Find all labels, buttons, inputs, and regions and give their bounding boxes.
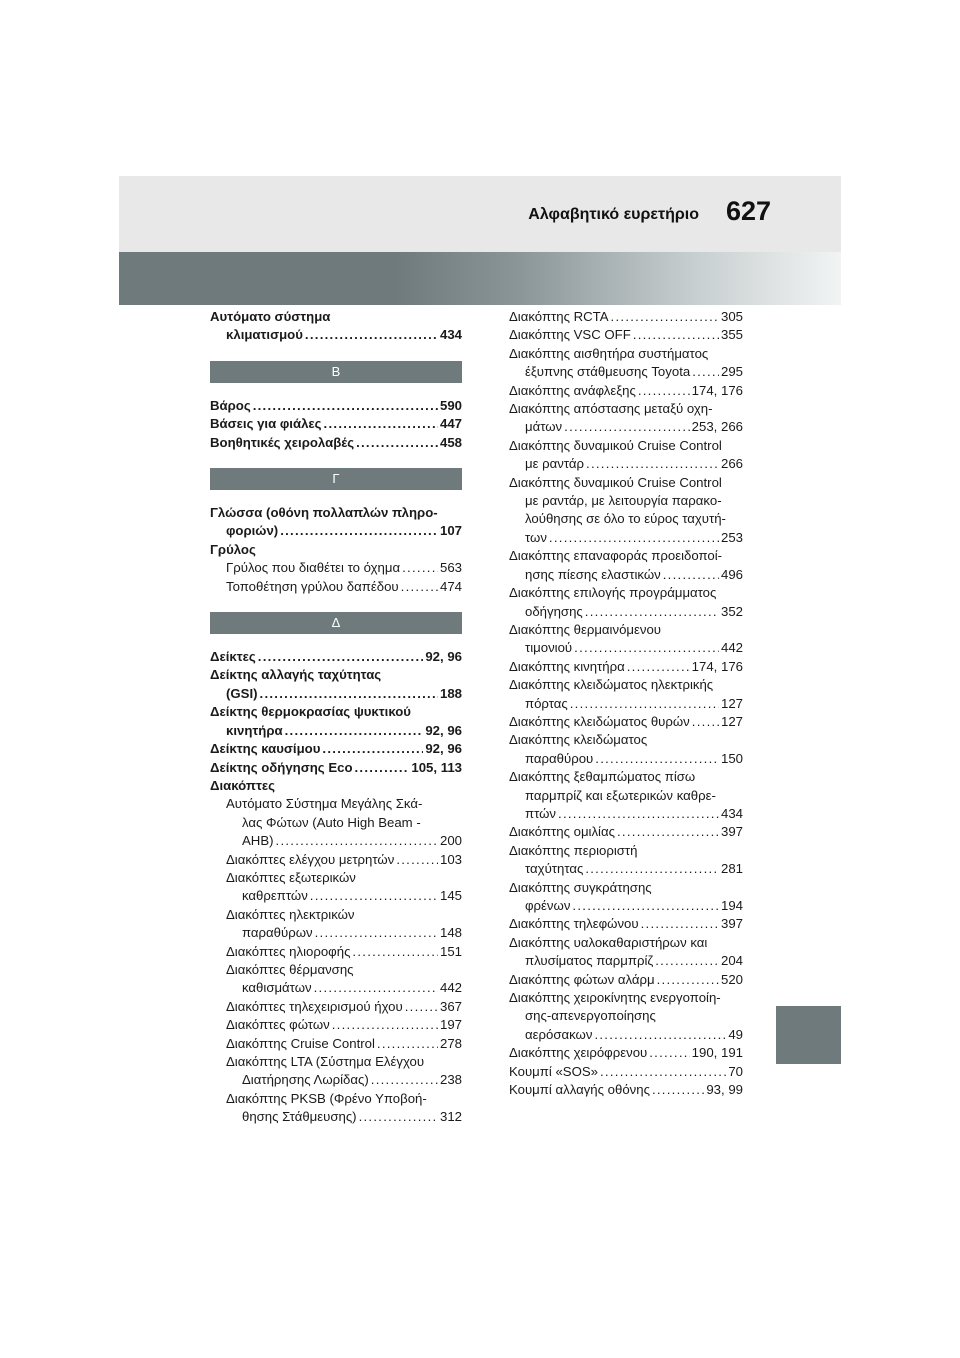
- index-entry: Δείκτης οδήγησης Eco . . . 105, 113: [210, 759, 462, 777]
- index-entry: Κουμπί «SOS» . . . 70: [509, 1063, 743, 1081]
- index-entry: αερόσακων . . . 49: [509, 1026, 743, 1044]
- index-entry: Διακόπτης αισθητήρα συστήματος: [509, 345, 709, 361]
- index-entry: Διακόπτης επιλογής προγράμματος: [509, 585, 717, 601]
- index-entry: με ραντάρ, με λειτουργία παρακο-: [525, 493, 722, 509]
- index-entry: Διακόπτης φώτων αλάρμ . . . 520: [509, 971, 743, 989]
- index-entry: ταχύτητας . . . 281: [509, 860, 743, 878]
- index-entry: Κουμπί αλλαγής οθόνης . . . 93, 99: [509, 1081, 743, 1099]
- section-header-g: Γ: [210, 468, 462, 490]
- index-subentry: Διακόπτες ηλεκτρικών: [226, 906, 355, 922]
- index-entry: Δείκτης καυσίμου . . . 92, 96: [210, 740, 462, 758]
- index-entry: σης-απενεργοποίησης: [525, 1008, 656, 1024]
- index-entry: Βάσεις για φιάλες . . . 447: [210, 415, 462, 433]
- index-entry: Διακόπτης δυναμικού Cruise Control: [509, 437, 722, 453]
- header-title: Αλφαβητικό ευρετήριο: [528, 206, 699, 223]
- index-entry: Διακόπτης VSC OFF . . . 355: [509, 326, 743, 344]
- index-subentry: Τοποθέτηση γρύλου δαπέδου . . . 474: [210, 578, 462, 596]
- index-entry: Βοηθητικές χειρολαβές . . . 458: [210, 434, 462, 452]
- index-subentry: Διακόπτης PKSB (Φρένο Υποβοή-: [226, 1090, 427, 1106]
- index-entry: τιμονιού . . . 442: [509, 639, 743, 657]
- index-subentry: Διακόπτες ηλιοροφής . . . 151: [210, 943, 462, 961]
- index-entry: λούθησης σε όλο το εύρος ταχυτή-: [525, 511, 726, 527]
- index-entry: Δείκτης θερμοκρασίας ψυκτικού: [210, 704, 411, 720]
- index-entry: Διακόπτης απόστασης μεταξύ οχη-: [509, 401, 713, 417]
- index-entry: παραθύρου . . . 150: [509, 750, 743, 768]
- index-entry: Διακόπτης χειροκίνητης ενεργοποίη-: [509, 990, 721, 1006]
- index-subentry: παραθύρων . . . 148: [210, 924, 462, 942]
- index-entry: Διακόπτης ανάφλεξης . . . 174, 176: [509, 382, 743, 400]
- index-subentry: Διακόπτες εξωτερικών: [226, 869, 356, 885]
- index-subentry: Διακόπτης Cruise Control . . . 278: [210, 1035, 462, 1053]
- index-entry: ησης πίεσης ελαστικών . . . 496: [509, 566, 743, 584]
- index-entry: Γλώσσα (οθόνη πολλαπλών πληρο-: [210, 505, 438, 521]
- index-entry: Διακόπτης υαλοκαθαριστήρων και: [509, 934, 708, 950]
- index-entry: Διακόπτης τηλεφώνου . . . 397: [509, 915, 743, 933]
- index-subentry: Αυτόματο Σύστημα Μεγάλης Σκά-: [226, 796, 423, 812]
- index-subentry: Διακόπτες ελέγχου μετρητών . . . 103: [210, 851, 462, 869]
- page-number: 627: [725, 196, 771, 226]
- index-entry: Διακόπτης ξεθαμπώματος πίσω: [509, 769, 696, 785]
- index-entry: (GSI) . . . 188: [210, 685, 462, 703]
- header-gradient-bar: [119, 252, 841, 305]
- index-entry: μάτων . . . 253, 266: [509, 418, 743, 436]
- header-band: [119, 176, 841, 252]
- index-subentry: Διακόπτες φώτων . . . 197: [210, 1016, 462, 1034]
- index-entry: Αυτόματο σύστημα: [210, 309, 331, 324]
- index-entry: των . . . 253: [509, 529, 743, 547]
- index-entry: Διακόπτης κλειδώματος ηλεκτρικής: [509, 677, 714, 693]
- index-entry: φοριών) . . . 107: [210, 522, 462, 540]
- index-entry: με ραντάρ . . . 266: [509, 455, 743, 473]
- index-entry: Γρύλος: [210, 541, 256, 557]
- index-entry: Διακόπτης συγκράτησης: [509, 879, 652, 895]
- index-column-left: [210, 308, 462, 1127]
- index-entry: έξυπνης στάθμευσης Toyota . . . 295: [509, 363, 743, 381]
- index-entry: οδήγησης . . . 352: [509, 603, 743, 621]
- index-subentry: θησης Στάθμευσης) . . . 312: [210, 1108, 462, 1126]
- index-entry: Διακόπτης κλειδώματος θυρών . . . 127: [509, 713, 743, 731]
- section-header-b: Β: [210, 361, 462, 383]
- section-header-d: Δ: [210, 612, 462, 634]
- index-entry: Δείκτης αλλαγής ταχύτητας: [210, 667, 382, 683]
- index-subentry: Διατήρησης Λωρίδας) . . . 238: [210, 1071, 462, 1089]
- index-subentry: AHB) . . . 200: [210, 832, 462, 850]
- index-column-right: [509, 308, 743, 1099]
- index-entry: πτών . . . 434: [509, 805, 743, 823]
- index-subentry: Διακόπτες τηλεχειρισμού ήχου . . . 367: [210, 998, 462, 1016]
- index-entry: κλιματισμού . . . 434: [210, 326, 462, 344]
- index-entry: Διακόπτες: [210, 777, 275, 793]
- index-subentry: καθρεπτών . . . 145: [210, 887, 462, 905]
- index-subentry: καθισμάτων . . . 442: [210, 979, 462, 997]
- index-entry: πόρτας . . . 127: [509, 695, 743, 713]
- index-entry: Διακόπτης χειρόφρενου . . . 190, 191: [509, 1044, 743, 1062]
- index-subentry: Διακόπτες θέρμανσης: [226, 961, 354, 977]
- chapter-tab-marker: [776, 1006, 841, 1064]
- index-entry: Διακόπτης κλειδώματος: [509, 732, 648, 748]
- index-entry: Διακόπτης επαναφοράς προειδοποί-: [509, 548, 723, 564]
- index-subentry: Γρύλος που διαθέτει το όχημα . . . 563: [210, 559, 462, 577]
- index-entry: κινητήρα . . . 92, 96: [210, 722, 462, 740]
- index-entry: Διακόπτης περιοριστή: [509, 842, 638, 858]
- index-entry: Διακόπτης θερμαινόμενου: [509, 621, 662, 637]
- index-entry: Διακόπτης δυναμικού Cruise Control: [509, 474, 722, 490]
- index-subentry: Διακόπτης LTA (Σύστημα Ελέγχου: [226, 1054, 425, 1069]
- index-subentry: λας Φώτων (Auto High Beam -: [242, 814, 421, 830]
- index-entry: παρμπρίζ και εξωτερικών καθρε-: [525, 787, 716, 803]
- index-entry: πλυσίματος παρμπρίζ . . . 204: [509, 952, 743, 970]
- index-entry: Διακόπτης κινητήρα . . . 174, 176: [509, 658, 743, 676]
- index-entry: φρένων . . . 194: [509, 897, 743, 915]
- index-entry: Δείκτες . . . 92, 96: [210, 648, 462, 666]
- index-entry: Βάρος . . . 590: [210, 397, 462, 415]
- index-entry: Διακόπτης ομιλίας . . . 397: [509, 823, 743, 841]
- index-entry: Διακόπτης RCTA . . . 305: [509, 308, 743, 326]
